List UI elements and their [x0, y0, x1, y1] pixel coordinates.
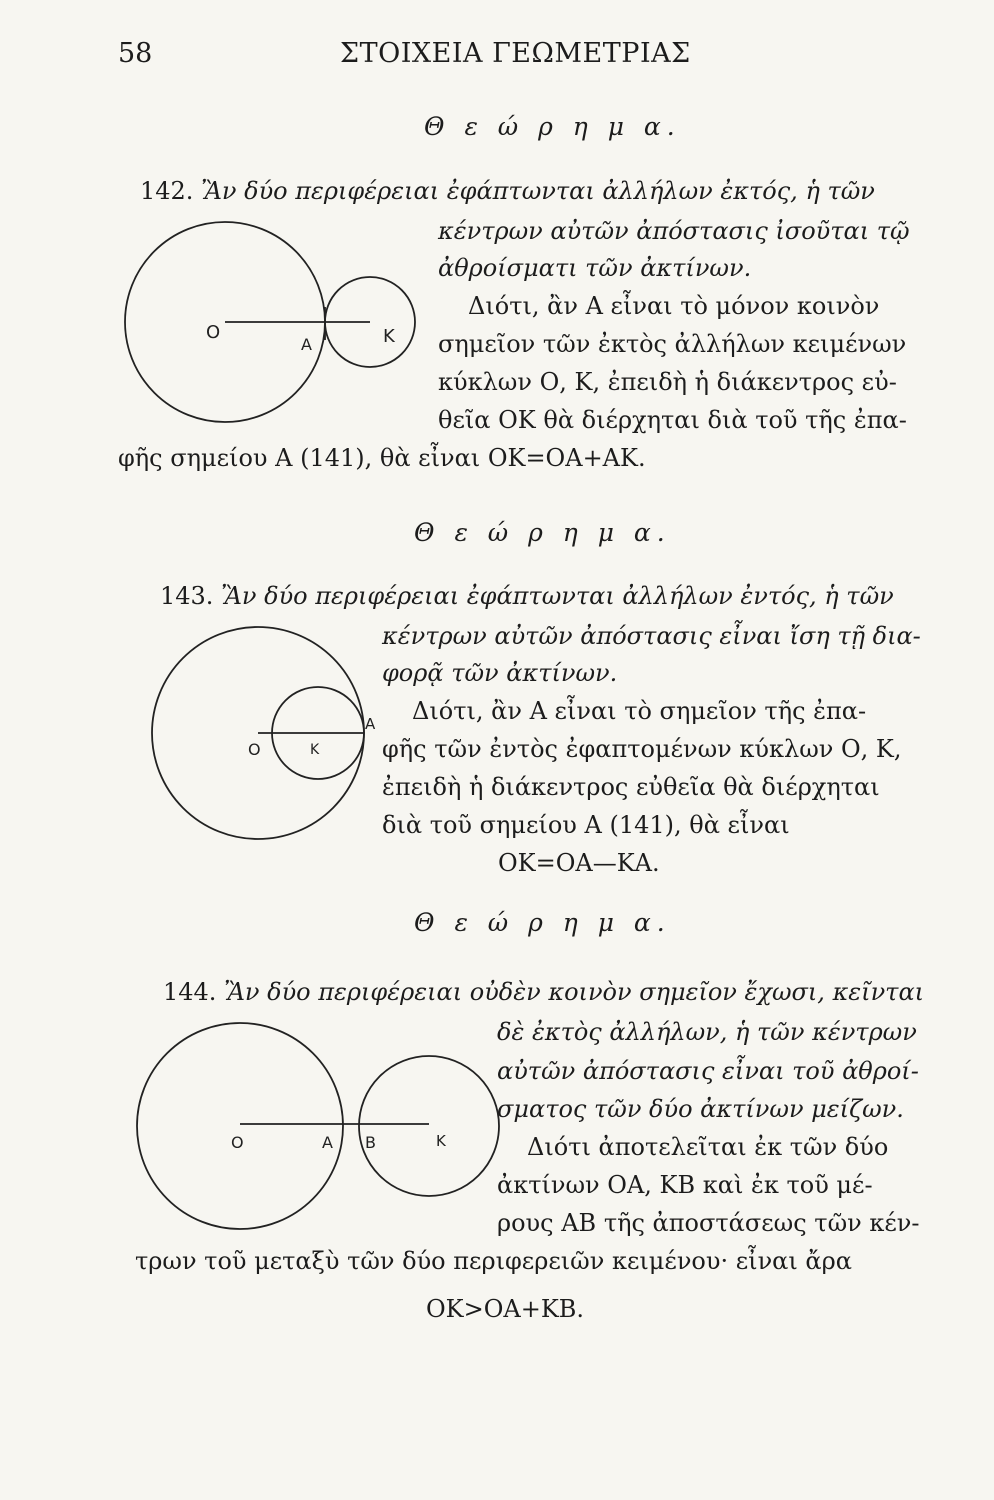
theorem-143-proof-line-2: φῆς τῶν ἐντὸς ἐφαπτομένων κύκλων Ο, Κ,: [382, 735, 902, 763]
theorem-144-proof-line-4: τρων τοῦ μεταξὺ τῶν δύο περιφερειῶν κειμένου· εἶναι ἄρα: [135, 1247, 852, 1275]
label-a: A: [322, 1133, 333, 1152]
figure-142-tangent-external: [120, 210, 440, 440]
label-k: K: [310, 742, 320, 758]
label-k: K: [383, 326, 395, 347]
theorem-144-statement-line-4: σματος τῶν δύο ἀκτίνων μείζων.: [497, 1095, 904, 1123]
theorem-144-statement-line-3: αὐτῶν ἀπόστασις εἶναι τοῦ ἀθροί-: [497, 1057, 919, 1085]
theorem-142-proof-line-5: φῆς σημείου Α (141), θὰ εἶναι ΟΚ=ΟΑ+ΑΚ.: [118, 444, 646, 472]
label-o: O: [206, 322, 221, 343]
label-k: K: [436, 1132, 446, 1150]
label-a: A: [301, 335, 312, 354]
theorem-144-number: 144.: [163, 978, 217, 1006]
theorem-143-statement-line-3: φορᾷ τῶν ἀκτίνων.: [382, 659, 618, 687]
theorem-143-proof-line-3: ἐπειδὴ ἡ διάκεντρος εὐθεῖα θὰ διέρχηται: [382, 773, 880, 801]
theorem-142-proof-line-3: κύκλων Ο, Κ, ἐπειδὴ ἡ διάκεντρος εὐ-: [438, 368, 897, 396]
label-o: O: [248, 740, 261, 759]
circle-o: [137, 1023, 343, 1229]
theorem-142-proof-line-2: σημεῖον τῶν ἐκτὸς ἀλλήλων κειμένων: [438, 330, 907, 358]
theorem-142-proof-line-1: Διότι, ἂν Α εἶναι τὸ μόνον κοινὸν: [468, 292, 880, 320]
label-a: A: [365, 715, 376, 733]
running-title: ΣΤΟΙΧΕΙΑ ΓΕΩΜΕΤΡΙΑΣ: [340, 38, 691, 69]
theorem-142-statement-line-3: ἀθροίσματι τῶν ἀκτίνων.: [438, 254, 752, 282]
theorem-142-number: 142.: [140, 177, 194, 205]
theorem-144-heading: Θ ε ώ ρ η μ α.: [414, 908, 671, 937]
theorem-144-statement-line-1: 144. Ἂν δύο περιφέρειαι οὐδὲν κοινὸν σημεῖον ἔχωσι, κεῖνται: [163, 978, 925, 1006]
circle-k: [359, 1056, 499, 1196]
theorem-144-proof-line-5: ΟΚ>ΟΑ+ΚΒ.: [426, 1295, 585, 1323]
theorem-142-proof-line-4: θεῖα ΟΚ θὰ διέρχηται διὰ τοῦ τῆς ἐπα-: [438, 406, 907, 434]
theorem-143-statement-line-1: 143. Ἂν δύο περιφέρειαι ἐφάπτωνται ἀλλήλων ἐντός, ἡ τῶν: [160, 582, 894, 610]
theorem-143-proof-line-5: ΟΚ=ΟΑ—ΚΑ.: [498, 849, 660, 877]
theorem-142-statement-line-1: 142. Ἂν δύο περιφέρειαι ἐφάπτωνται ἀλλήλων ἐκτός, ἡ τῶν: [140, 177, 875, 205]
label-b: B: [365, 1133, 376, 1152]
theorem-144-proof-line-3: ρους ΑΒ τῆς ἀποστάσεως τῶν κέν-: [497, 1209, 920, 1237]
theorem-142-statement-line-2: κέντρων αὐτῶν ἀπόστασις ἰσοῦται τῷ: [438, 217, 910, 245]
theorem-143-proof-line-4: διὰ τοῦ σημείου Α (141), θὰ εἶναι: [382, 811, 790, 839]
theorem-143-statement-line-2: κέντρων αὐτῶν ἀπόστασις εἶναι ἴση τῇ δια-: [382, 622, 921, 650]
figure-144-disjoint-circles: [125, 1020, 505, 1250]
page-number: 58: [118, 38, 153, 69]
label-o: O: [231, 1133, 244, 1152]
theorem-143-heading: Θ ε ώ ρ η μ α.: [414, 518, 671, 547]
theorem-144-proof-line-2: ἀκτίνων ΟΑ, ΚΒ καὶ ἐκ τοῦ μέ-: [497, 1171, 873, 1199]
theorem-144-proof-line-1: Διότι ἀποτελεῖται ἐκ τῶν δύο: [527, 1133, 889, 1161]
theorem-144-statement-line-2: δὲ ἐκτὸς ἀλλήλων, ἡ τῶν κέντρων: [497, 1018, 917, 1046]
theorem-143-number: 143.: [160, 582, 214, 610]
figure-143-tangent-internal: [150, 615, 390, 845]
theorem-143-proof-line-1: Διότι, ἂν Α εἶναι τὸ σημεῖον τῆς ἐπα-: [412, 697, 867, 725]
theorem-142-heading: Θ ε ώ ρ η μ α.: [424, 112, 681, 141]
